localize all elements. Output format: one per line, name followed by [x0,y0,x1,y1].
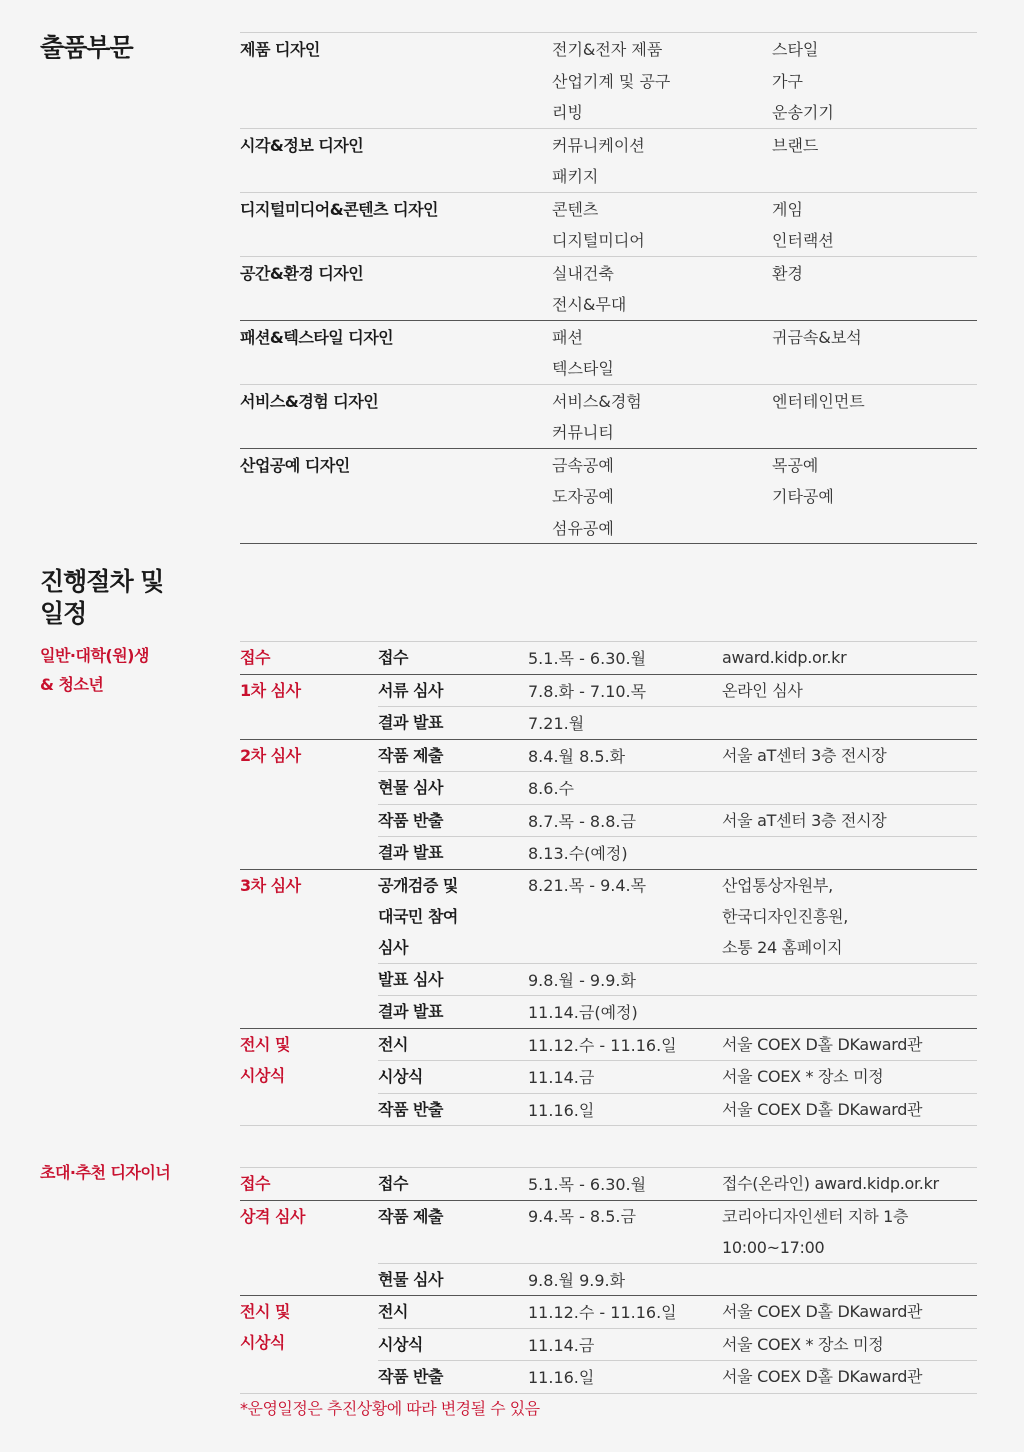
audience-label-line: 초대·추천 디자이너 [40,1163,171,1182]
schedule-step-line: 접수 [378,648,408,668]
stage-name-line: 전시 및 [240,1034,290,1054]
schedule-date: 9.8.월 - 9.9.화 [528,970,636,990]
schedule-step [378,1094,528,1125]
schedule-date: 8.4.월 8.5.화 [528,746,626,766]
schedule-step [378,642,528,673]
schedule-note-line: 소통 24 홈페이지 [722,937,843,957]
schedule-note [722,1329,977,1360]
schedule-note [722,870,977,963]
schedule-date: 5.1.목 - 6.30.월 [528,649,647,669]
schedule-note [722,837,977,868]
schedule-date: 8.13.수(예정) [528,844,628,864]
schedule-step [378,1329,528,1360]
subcategory: 커뮤니케이션 [552,135,645,155]
subcategory: 커뮤니티 [552,423,614,443]
schedule-note-line: 서울 COEX D홀 DKaward관 [722,1099,923,1119]
schedule-stage [240,1200,977,1296]
schedule-date: 7.8.화 - 7.10.목 [528,681,647,701]
subcategory: 가구 [772,71,803,91]
schedule-row [378,870,977,964]
schedule-row [378,1329,977,1362]
subcategory: 디지털미디어 [552,231,645,251]
schedule-step-line: 결과 발표 [378,1002,443,1022]
schedule-title-line: 진행절차 및 [40,567,164,596]
schedule-row [378,740,977,773]
subcategory: 브랜드 [772,135,819,155]
schedule-step-line: 서류 심사 [378,680,443,700]
schedule-date: 11.16.일 [528,1368,595,1388]
category-row [240,224,977,256]
subcategory: 도자공예 [552,487,614,507]
schedule-note-line [722,964,977,995]
stage-name-line: 시상식 [240,1333,285,1352]
schedule-note-line: award.kidp.or.kr [722,648,847,668]
category-name: 서비스&경험 디자인 [240,391,379,411]
subcategory: 환경 [772,263,803,283]
general-applicants-label [40,641,149,699]
schedule-date: 9.8.월 9.9.화 [528,1270,626,1290]
schedule-step-line: 시상식 [378,1334,423,1354]
subcategory: 실내건축 [552,263,614,283]
schedule-note-line: 산업통상자원부, [722,875,833,895]
schedule-step [378,805,528,836]
schedule-note [722,996,977,1027]
schedule-row [378,642,977,674]
schedule-row [378,1264,977,1296]
stage-name [240,1201,378,1232]
schedule-note-line [722,837,977,868]
schedule-step-line: 발표 심사 [378,969,443,989]
schedule-note-line: 서울 COEX D홀 DKaward관 [722,1302,923,1322]
schedule-stage [240,739,977,869]
category-group [240,193,977,257]
subcategory: 목공예 [772,455,819,475]
subcategory: 텍스타일 [552,359,614,379]
schedule-step-line: 작품 반출 [378,1099,443,1119]
stage-name [240,1029,378,1091]
category-row [240,160,977,192]
schedule-step-line: 작품 반출 [378,1367,443,1387]
schedule-note-line: 서울 COEX D홀 DKaward관 [722,1367,923,1387]
schedule-row [378,837,977,869]
category-row [240,193,977,225]
category-name: 산업공예 디자인 [240,455,350,475]
subcategory: 인터랙션 [772,231,834,251]
schedule-note [722,675,977,706]
schedule-date: 9.4.목 - 8.5.금 [528,1206,636,1226]
schedule-note [722,740,977,771]
category-name: 공간&환경 디자인 [240,263,364,283]
schedule-note-line [722,1264,977,1295]
category-row [240,129,977,161]
schedule-step-line: 접수 [378,1174,408,1194]
stage-name-line: 접수 [240,648,270,667]
subcategory: 운송기기 [772,103,834,123]
schedule-date: 8.7.목 - 8.8.금 [528,811,636,831]
schedule-step-line: 공개검증 및 [378,875,458,895]
schedule-title-line: 일정 [40,599,87,628]
schedule-note-line [722,707,977,738]
schedule-date: 8.21.목 - 9.4.목 [528,875,647,895]
schedule-stage [240,641,977,674]
schedule-stage [240,1028,977,1127]
stage-name-line: 접수 [240,1174,270,1193]
schedule-step [378,996,528,1027]
schedule-date: 11.16.일 [528,1100,595,1120]
schedule-date: 11.12.수 - 11.16.일 [528,1303,677,1323]
schedule-step-line: 결과 발표 [378,713,443,733]
stage-name-line: 3차 심사 [240,875,301,895]
schedule-step [378,1201,528,1232]
schedule-step [378,1029,528,1060]
category-name: 시각&정보 디자인 [240,135,364,155]
schedule-step [378,707,528,738]
schedule-note-line: 서울 COEX * 장소 미정 [722,1334,884,1354]
category-name: 디지털미디어&콘텐츠 디자인 [240,199,438,219]
stage-name-line: 전시 및 [240,1302,290,1321]
subcategory: 섬유공예 [552,518,614,538]
invited-schedule-table [240,1167,977,1394]
schedule-note [722,1061,977,1092]
schedule-step [378,1264,528,1295]
invited-designers-label [40,1158,170,1187]
schedule-note-line [722,772,977,803]
subcategory: 서비스&경험 [552,391,642,411]
stage-name [240,1296,378,1358]
schedule-step [378,1296,528,1327]
schedule-row [378,805,977,838]
subcategory: 전기&전자 제품 [552,40,663,60]
subcategory: 리빙 [552,103,583,123]
subcategory: 패션 [552,327,583,347]
schedule-row [378,1029,977,1062]
category-row [240,257,977,289]
schedule-step [378,1061,528,1092]
subcategory: 기타공예 [772,487,834,507]
schedule-step-line: 현물 심사 [378,778,443,798]
stage-name-line: 1차 심사 [240,680,301,700]
schedule-row [378,1296,977,1329]
category-group [240,321,977,385]
schedule-row [378,772,977,805]
schedule-note-line: 서울 aT센터 3층 전시장 [722,810,887,830]
schedule-footnote: *운영일정은 추진상황에 따라 변경될 수 있음 [240,1399,540,1418]
schedule-step-line: 시상식 [378,1067,423,1087]
schedule-note [722,1201,977,1263]
subcategory: 게임 [772,199,803,219]
schedule-step [378,837,528,868]
categories-title: 출품부문 [40,33,133,62]
schedule-row [378,1094,977,1126]
stage-name [240,740,378,771]
schedule-step-line: 작품 제출 [378,1206,443,1226]
schedule-step-line: 심사 [378,937,408,957]
schedule-note [722,964,977,995]
schedule-date: 11.12.수 - 11.16.일 [528,1035,677,1055]
category-row [240,96,977,128]
category-row [240,65,977,97]
category-row [240,33,977,65]
category-group [240,257,977,321]
schedule-step [378,1361,528,1392]
schedule-note-line: 온라인 심사 [722,680,803,700]
subcategory: 엔터테인먼트 [772,391,865,411]
schedule-date: 7.21.월 [528,714,585,734]
stage-name-line: 2차 심사 [240,745,301,765]
subcategory: 산업기계 및 공구 [552,71,671,91]
stage-name-line: 상격 심사 [240,1206,305,1226]
schedule-row [378,1361,977,1393]
schedule-note-line [722,996,977,1027]
schedule-row [378,996,977,1028]
schedule-step [378,964,528,995]
schedule-step-line: 작품 반출 [378,810,443,830]
schedule-row [378,675,977,708]
schedule-date: 11.14.금 [528,1335,595,1355]
schedule-step-line: 대국민 참여 [378,906,458,926]
schedule-step [378,870,528,963]
categories-table [240,32,977,544]
schedule-note [722,772,977,803]
category-row [240,288,977,320]
audience-label-line: & 청소년 [40,675,104,694]
schedule-note [722,642,977,673]
category-group [240,33,977,129]
schedule-note [722,1264,977,1295]
category-row [240,512,977,544]
subcategory: 귀금속&보석 [772,327,862,347]
schedule-note-line: 접수(온라인) award.kidp.or.kr [722,1174,939,1194]
subcategory: 패키지 [552,167,599,187]
schedule-note [722,805,977,836]
schedule-date: 11.14.금 [528,1068,595,1088]
category-row [240,480,977,512]
schedule-step [378,1168,528,1199]
schedule-note [722,1361,977,1392]
schedule-note-line: 한국디자인진흥원, [722,906,849,926]
schedule-step-line: 전시 [378,1302,408,1322]
schedule-note [722,707,977,738]
category-row [240,385,977,417]
category-group [240,129,977,193]
schedule-stage [240,869,977,1028]
schedule-note-line: 코리아디자인센터 지하 1층 [722,1206,909,1226]
schedule-title [40,566,163,630]
schedule-step-line: 작품 제출 [378,745,443,765]
schedule-step [378,772,528,803]
stage-name [240,870,378,901]
schedule-note [722,1296,977,1327]
subcategory: 콘텐츠 [552,199,599,219]
stage-name [240,1168,378,1199]
subcategory: 전시&무대 [552,295,627,315]
stage-name-line: 시상식 [240,1065,285,1085]
category-group [240,449,977,545]
schedule-row [378,1201,977,1264]
schedule-note [722,1168,977,1199]
schedule-note [722,1029,977,1060]
schedule-note [722,1094,977,1125]
schedule-step [378,740,528,771]
schedule-stage [240,1167,977,1200]
schedule-note-line: 서울 aT센터 3층 전시장 [722,745,887,765]
subcategory: 스타일 [772,40,819,60]
category-row [240,321,977,353]
audience-label-line: 일반·대학(원)생 [40,646,149,665]
category-name: 제품 디자인 [240,40,320,60]
general-schedule-table [240,641,977,1126]
schedule-note-line: 서울 COEX * 장소 미정 [722,1067,884,1087]
schedule-row [378,964,977,997]
category-group [240,385,977,449]
schedule-step-line: 현물 심사 [378,1269,443,1289]
stage-name [240,675,378,706]
stage-name [240,642,378,673]
schedule-step-line: 결과 발표 [378,843,443,863]
category-row [240,449,977,481]
schedule-row [378,1168,977,1200]
schedule-step-line: 전시 [378,1034,408,1054]
schedule-row [378,1061,977,1094]
category-row [240,352,977,384]
subcategory: 금속공예 [552,455,614,475]
schedule-date: 11.14.금(예정) [528,1003,638,1023]
schedule-step [378,675,528,706]
schedule-note-line: 10:00~17:00 [722,1237,825,1257]
category-row [240,416,977,448]
category-name: 패션&텍스타일 디자인 [240,327,394,347]
schedule-row [378,707,977,739]
schedule-stage [240,1295,977,1394]
schedule-note-line: 서울 COEX D홀 DKaward관 [722,1034,923,1054]
schedule-stage [240,674,977,739]
schedule-date: 8.6.수 [528,779,574,799]
schedule-date: 5.1.목 - 6.30.월 [528,1175,647,1195]
